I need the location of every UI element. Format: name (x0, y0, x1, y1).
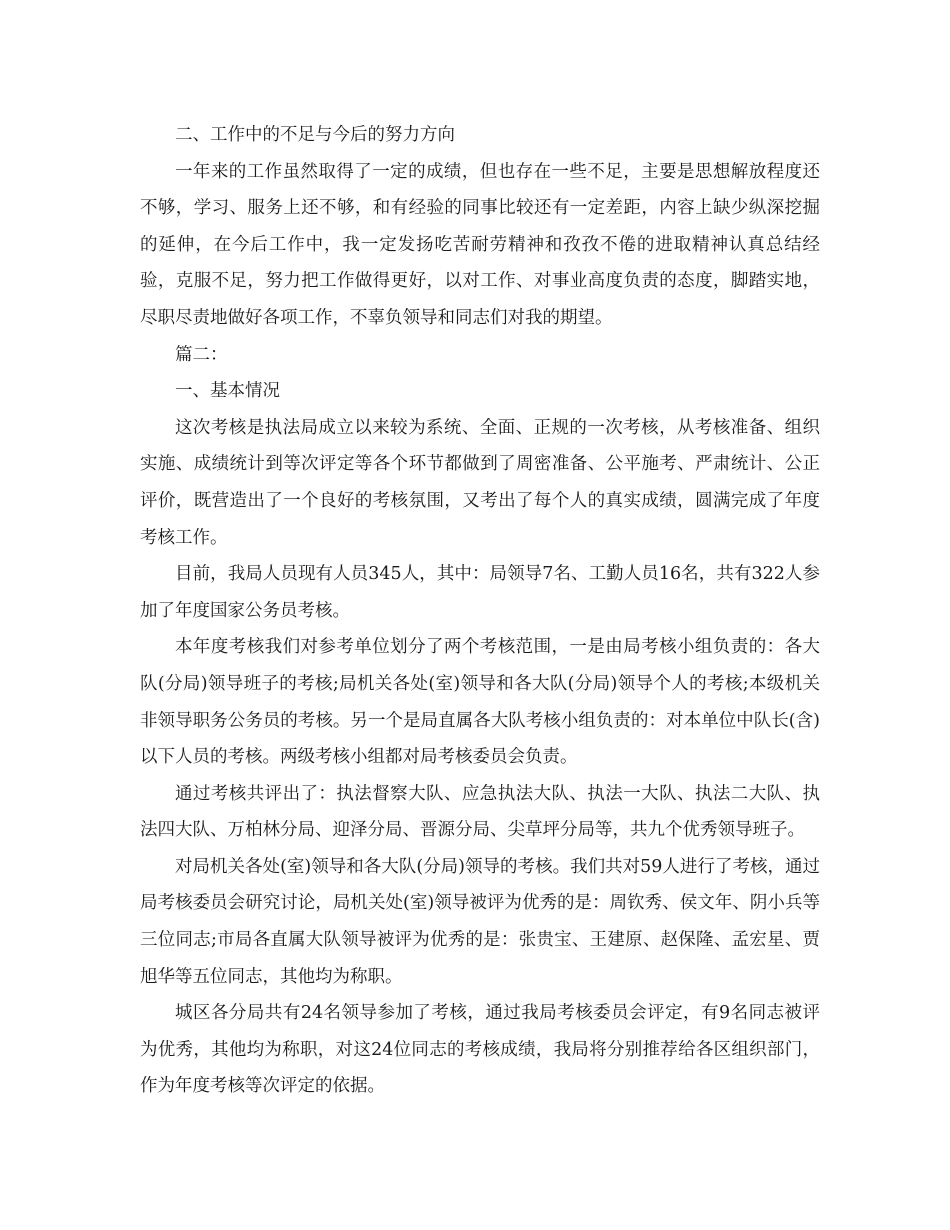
paragraph-leader-assessment: 对局机关各处(室)领导和各大队(分局)领导的考核。我们共对59人进行了考核，通过局考核委员会研究讨论，局机关处(室)领导被评为优秀的是：周钦秀、侯文年、阴小兵等三位同志;市局各直属大队领导被评为优秀的是：张贵宝、王建原、赵保隆、孟宏星、贾旭华等五位同志，其他均为称职。 (140, 856, 820, 987)
paragraph-shortcomings: 一年来的工作虽然取得了一定的成绩，但也存在一些不足，主要是思想解放程度还不够，学习、服务上还不够，和有经验的同事比较还有一定差距，内容上缺少纵深挖掘的延伸，在今后工作中，我一定发扬吃苦耐劳精神和孜孜不倦的进取精神认真总结经验，克服不足，努力把工作做得更好，以对工作、对事业高度负责的态度，脚踏实地，尽职尽责地做好各项工作，不辜负领导和同志们对我的期望。 (140, 161, 820, 328)
paragraph-branch-leaders: 城区各分局共有24名领导参加了考核，通过我局考核委员会评定，有9名同志被评为优秀，其他均为称职，对这24位同志的考核成绩，我局将分别推荐给各区组织部门，作为年度考核等次评定的依据。 (140, 1003, 820, 1097)
paragraph-excellent-teams: 通过考核共评出了：执法督察大队、应急执法大队、执法一大队、执法二大队、执法四大队、万柏林分局、迎泽分局、晋源分局、尖草坪分局等，共九个优秀领导班子。 (140, 783, 820, 841)
paragraph-assessment-scope: 本年度考核我们对参考单位划分了两个考核范围，一是由局考核小组负责的：各大队(分局)领导班子的考核;局机关各处(室)领导和各大队(分局)领导个人的考核;本级机关非领导职务公务员的考核。另一个是局直属各大队考核小组负责的：对本单位中队长(含)以下人员的考核。两级考核小组都对局考核委员会负责。 (140, 637, 820, 768)
section-heading-shortcomings: 二、工作中的不足与今后的努力方向 (175, 125, 455, 145)
paragraph-assessment-overview: 这次考核是执法局成立以来较为系统、全面、正规的一次考核，从考核准备、组织实施、成绩统计到等次评定等各个环节都做到了周密准备、公平施考、严肃统计、公正评价，既营造出了一个良好的考核氛围，又考出了每个人的真实成绩，圆满完成了年度考核工作。 (140, 417, 820, 548)
section-heading-basic-situation: 一、基本情况 (175, 381, 280, 402)
paragraph-staff-count: 目前，我局人员现有人员345人，其中：局领导7名、工勤人员16名，共有322人参加了年度国家公务员考核。 (140, 564, 820, 621)
chapter-heading-part-two: 篇二： (175, 344, 228, 365)
document-body (140, 117, 820, 1105)
